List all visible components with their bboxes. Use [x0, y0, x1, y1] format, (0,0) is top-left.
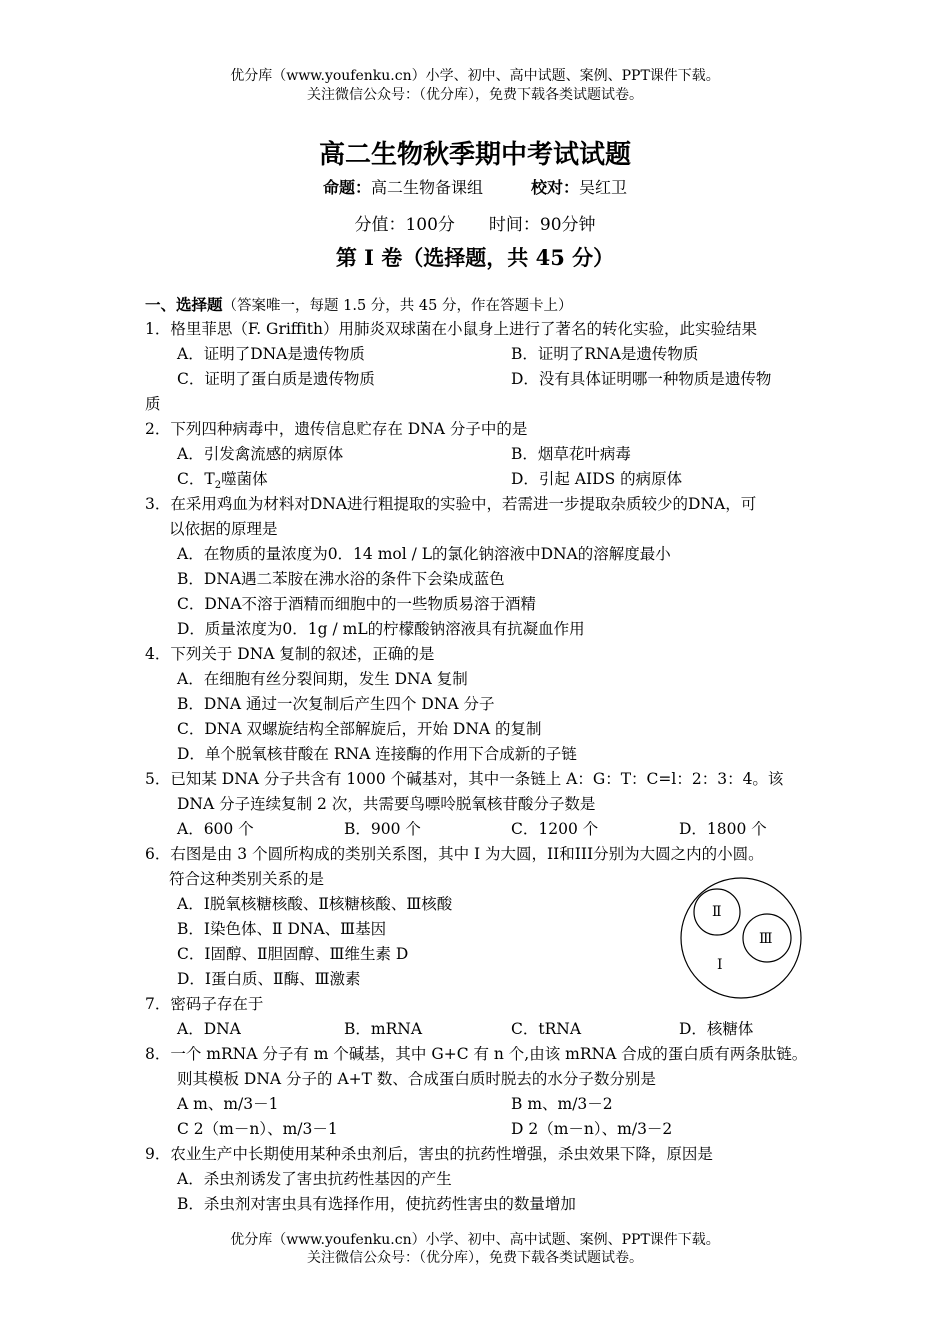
q4-option-b: B．DNA 通过一次复制后产生四个 DNA 分子: [177, 695, 495, 713]
q9-option-b: B．杀虫剂对害虫具有选择作用，使抗药性害虫的数量增加: [177, 1195, 576, 1213]
q8-option-a: A m、m/3－1: [177, 1095, 279, 1113]
q6-option-a: A．Ⅰ脱氧核糖核酸、Ⅱ核糖核酸、Ⅲ核酸: [177, 895, 453, 913]
meta-row: [0, 175, 950, 198]
q3-option-b: B．DNA遇二苯胺在沸水浴的条件下会染成蓝色: [177, 570, 505, 588]
q4-option-c: C．DNA 双螺旋结构全部解旋后，开始 DNA 的复制: [177, 720, 542, 738]
q7-option-d: D．核糖体: [679, 1020, 754, 1038]
q3-stem-2: 以依据的原理是: [169, 520, 278, 538]
q3-stem-1: 3．在采用鸡血为材料对DNA进行粗提取的实验中，若需进一步提取杂质较少的DNA，可: [145, 495, 757, 513]
q6-option-b: B．Ⅰ染色体、Ⅱ DNA、Ⅲ基因: [177, 920, 387, 938]
q7-option-a: A．DNA: [177, 1020, 241, 1038]
q2-option-c-post: 噬菌体: [221, 470, 268, 488]
section-title: 第 I 卷（选择题，共 45 分）: [335, 245, 615, 270]
q8-stem-2: 则其模板 DNA 分子的 A+T 数、合成蛋白质时脱去的水分子数分别是: [177, 1070, 656, 1088]
label-big: I: [717, 957, 723, 973]
header-line-1: 优分库（www.youfenku.cn）小学、初中、高中试题、案例、PPT课件下载。: [230, 68, 720, 84]
q2-option-d: D．引起 AIDS 的病原体: [511, 470, 683, 488]
q3-option-d: D．质量浓度为0．1g / mL的柠檬酸钠溶液具有抗凝血作用: [177, 620, 585, 638]
checker-label: 校对：: [531, 178, 580, 197]
q2-option-a: A．引发禽流感的病原体: [177, 445, 344, 463]
q5-option-c: C．1200 个: [511, 820, 599, 838]
q8-option-b: B m、m/3－2: [511, 1095, 613, 1113]
q1-option-d: D．没有具体证明哪一种物质是遗传物: [511, 370, 772, 388]
score-time: 分值：100分 时间：90分钟: [354, 215, 596, 235]
checker-value: 吴红卫: [579, 178, 628, 197]
q4-stem: 4．下列关于 DNA 复制的叙述，正确的是: [145, 645, 435, 663]
q1-option-c: C．证明了蛋白质是遗传物质: [177, 370, 375, 388]
q5-option-a: A．600 个: [177, 820, 254, 838]
label-small-2: Ⅲ: [759, 931, 773, 947]
q2-stem: 2．下列四种病毒中，遗传信息贮存在 DNA 分子中的是: [145, 420, 528, 438]
label-small-1: Ⅱ: [712, 904, 722, 920]
q3-option-a: A．在物质的量浓度为0．14 mol / L的氯化钠溶液中DNA的溶解度最小: [177, 545, 671, 563]
q9-stem: 9．农业生产中长期使用某种杀虫剂后，害虫的抗药性增强，杀虫效果下降，原因是: [145, 1145, 713, 1163]
circle-big: [681, 878, 801, 998]
q3-option-c: C．DNA不溶于酒精而细胞中的一些物质易溶于酒精: [177, 595, 537, 613]
header-line-2: 关注微信公众号：（优分库），免费下载各类试题试卷。: [307, 87, 643, 103]
q6-option-c: C．Ⅰ固醇、Ⅱ胆固醇、Ⅲ维生素 D: [177, 945, 409, 963]
q6-stem-1: 6．右图是由 3 个圆所构成的类别关系图，其中 I 为大圆，II和III分别为大圆之内的小圆。: [145, 845, 764, 863]
footer-line-1: 优分库（www.youfenku.cn）小学、初中、高中试题、案例、PPT课件下载。: [230, 1232, 720, 1248]
q8-stem-1: 8．一个 mRNA 分子有 m 个碱基，其中 G+C 有 n 个,由该 mRNA 合成的蛋白质有两条肽链。: [145, 1045, 808, 1063]
q6-stem-2: 符合这种类别关系的是: [169, 870, 325, 888]
q4-option-d: D．单个脱氧核苷酸在 RNA 连接酶的作用下合成新的子链: [177, 745, 577, 763]
q5-stem-1: 5．已知某 DNA 分子共含有 1000 个碱基对，其中一条链上 A：G：T：C=l：2：3：4。该: [145, 770, 784, 788]
q7-stem: 7．密码子存在于: [145, 995, 264, 1013]
q9-option-a: A．杀虫剂诱发了害虫抗药性基因的产生: [177, 1170, 452, 1188]
page-title: 高二生物秋季期中考试试题: [318, 140, 631, 170]
category-circle-diagram: [672, 876, 812, 1002]
q1-option-a: A．证明了DNA是遗传物质: [177, 345, 365, 363]
q7-option-c: C．tRNA: [511, 1020, 582, 1038]
q5-stem-2: DNA 分子连续复制 2 次，共需要鸟嘌呤脱氧核苷酸分子数是: [177, 795, 596, 813]
q2-option-b: B．烟草花叶病毒: [511, 445, 631, 463]
q7-option-b: B．mRNA: [344, 1020, 423, 1038]
q2-option-c-pre: C．T: [177, 470, 215, 488]
q1-stem: 1．格里菲思（F. Griffith）用肺炎双球菌在小鼠身上进行了著名的转化实验，此实验结果: [145, 320, 757, 338]
q5-option-b: B．900 个: [344, 820, 421, 838]
q1-option-b: B．证明了RNA是遗传物质: [511, 345, 699, 363]
part-one-heading: [145, 292, 572, 319]
q6-option-d: D．Ⅰ蛋白质、Ⅱ酶、Ⅲ激素: [177, 970, 361, 988]
part-one-note: （答案唯一，每题 1.5 分，共 45 分，作在答题卡上）: [222, 298, 573, 314]
part-one-label: 一、选择题: [145, 295, 223, 314]
q4-option-a: A．在细胞有丝分裂间期，发生 DNA 复制: [177, 670, 468, 688]
q8-option-d: D 2（m－n）、m/3－2: [511, 1120, 673, 1138]
q5-option-d: D．1800 个: [679, 820, 767, 838]
footer-line-2: 关注微信公众号：（优分库），免费下载各类试题试卷。: [307, 1250, 643, 1266]
author-value: 高二生物备课组: [370, 178, 483, 197]
author-label: 命题：: [322, 178, 371, 197]
q1-option-d-wrap: 质: [145, 395, 161, 413]
q8-option-c: C 2（m－n）、m/3－1: [177, 1120, 338, 1138]
q2-option-c-sub: 2: [214, 480, 222, 492]
